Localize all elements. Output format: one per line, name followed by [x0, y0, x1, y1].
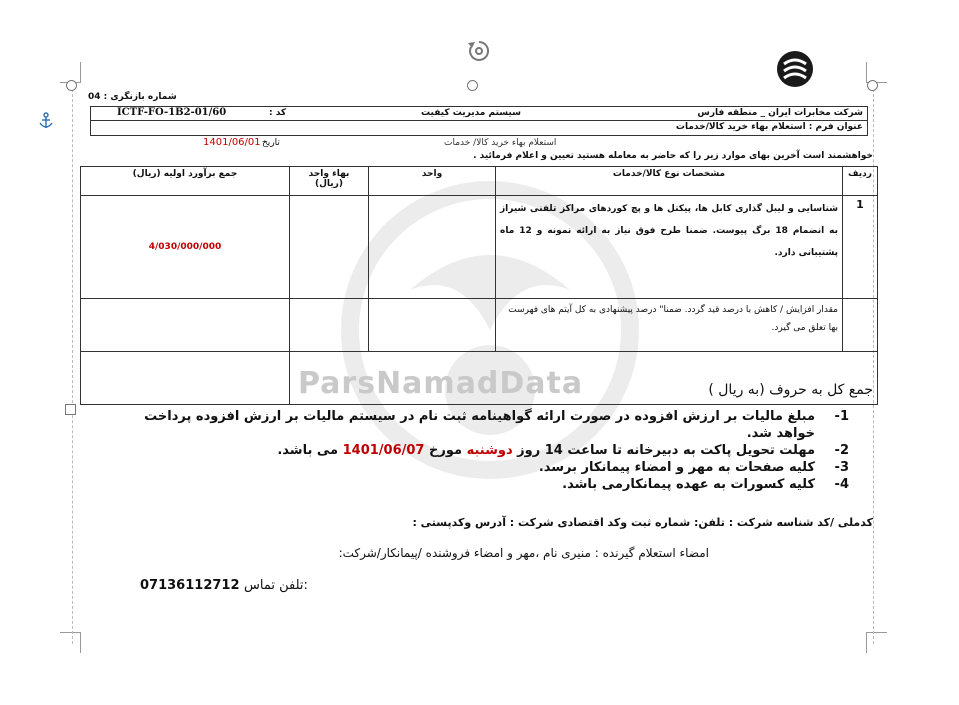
company-ids-line: کدملی /کد شناسه شرکت : تلفن: شماره ثبت وکد اقتصادی شرکت : آدرس وکدپستی :: [412, 516, 873, 529]
row-number-empty: [843, 299, 878, 352]
deadline-date: 1401/06/07: [342, 443, 425, 458]
unit-cell[interactable]: [369, 299, 496, 352]
phone-value: 07136112712: [140, 578, 240, 593]
col-unit-header: واحد: [369, 167, 496, 196]
contact-phone: [140, 578, 308, 593]
item-description: شناسایی و لیبل گذاری کابل ها، پیکتل ها و پچ کوردهای مراکز تلفنی شیراز به انضمام 18 برگ پیوست. ضمنا طرح فوق نیاز به ارائه نمونه و 12 ماه پشتیبانی دارد.: [496, 196, 843, 299]
items-table: [80, 166, 878, 405]
phone-label: تلفن تماس:: [244, 578, 308, 593]
item-number: 1-: [834, 409, 849, 424]
item-text: مبلغ مالیات بر ارزش افزوده در صورت ارائه گواهینامه ثبت نام در سیستم مالیات بر ارزش افزوده پرداخت خواهد شد.: [144, 409, 815, 441]
item-text: مهلت تحویل پاکت به دبیرخانه تا ساعت 14 روز: [517, 443, 815, 458]
table-row: [81, 196, 878, 299]
intro-text: خواهشمند است آخرین بهای موارد زیر را که حاضر به معامله هستید تعیین و اعلام فرمائید .: [473, 151, 873, 161]
unit-price-cell[interactable]: [290, 196, 369, 299]
item-text: می باشد.: [277, 443, 339, 458]
adjustment-note: مقدار افزایش / کاهش با درصد قید گردد. ضمنا" درصد پیشنهادی به کل آیتم های فهرست بها تعلق می گیرد.: [496, 299, 843, 352]
sum-in-words: جمع کل به حروف (به ریال ): [290, 352, 878, 405]
col-unit-price-header: بهاء واحد (ریال): [290, 167, 369, 196]
sum-value-cell[interactable]: [81, 352, 290, 405]
inquiry-label: استعلام بهاء خرید کالا/ خدمات: [444, 138, 557, 148]
date-value: 1401/06/01: [203, 137, 261, 148]
revision-number: شماره بازنگری : 04: [88, 92, 177, 102]
unit-price-cell[interactable]: [290, 299, 369, 352]
item-text: کلیه کسورات به عهده پیمانکارمی باشد.: [562, 477, 815, 492]
row-number: 1: [843, 196, 878, 299]
resize-handle[interactable]: [66, 80, 77, 91]
col-total-header: جمع برآورد اولیه (ریال): [81, 167, 290, 196]
resize-handle[interactable]: [867, 80, 878, 91]
col-spec-header: مشخصات نوع کالا/خدمات: [496, 167, 843, 196]
col-row-header: ردیف: [843, 167, 878, 196]
item-text: مورخ: [429, 443, 463, 458]
form-code: ICTF-FO-1B2-01/60: [117, 107, 227, 118]
form-header: [90, 106, 868, 136]
list-item: [109, 442, 849, 459]
signature-line: امضاء استعلام گیرنده : منیری نام ،مهر و امضاء فروشنده /پیمانکار/شرکت:: [338, 546, 709, 560]
total-cell[interactable]: [81, 299, 290, 352]
code-label: کد :: [269, 108, 287, 118]
resize-handle[interactable]: [467, 80, 478, 91]
item-number: 4-: [834, 477, 849, 492]
item-number: 2-: [834, 443, 849, 458]
list-item: [109, 459, 849, 476]
anchor-icon: [38, 112, 54, 130]
conditions-list: [109, 408, 849, 493]
form-title: عنوان فرم : استعلام بهاء خرید کالا/خدمات: [675, 122, 863, 132]
list-item: [109, 408, 849, 442]
layout-options-handle[interactable]: [65, 404, 76, 415]
table-header-row: [81, 167, 878, 196]
rotate-icon[interactable]: [466, 38, 492, 64]
watermark-brand: ParsNamadData: [298, 366, 584, 401]
total-estimate: 4/030/000/000: [81, 196, 290, 299]
date-label: تاریخ: [262, 138, 280, 148]
company-logo-icon: [776, 50, 814, 88]
item-text: کلیه صفحات به مهر و امضاء پیمانکار برسد.: [538, 460, 815, 475]
unit-cell[interactable]: [369, 196, 496, 299]
company-name: شرکت مخابرات ایران _ منطقه فارس: [697, 108, 863, 118]
deadline-day: دوشنبه: [466, 443, 513, 458]
quality-system: سیستم مدیریت کیفیت: [421, 108, 521, 118]
item-number: 3-: [834, 460, 849, 475]
table-row: [81, 299, 878, 352]
sum-row: [81, 352, 878, 405]
list-item: [109, 476, 849, 493]
